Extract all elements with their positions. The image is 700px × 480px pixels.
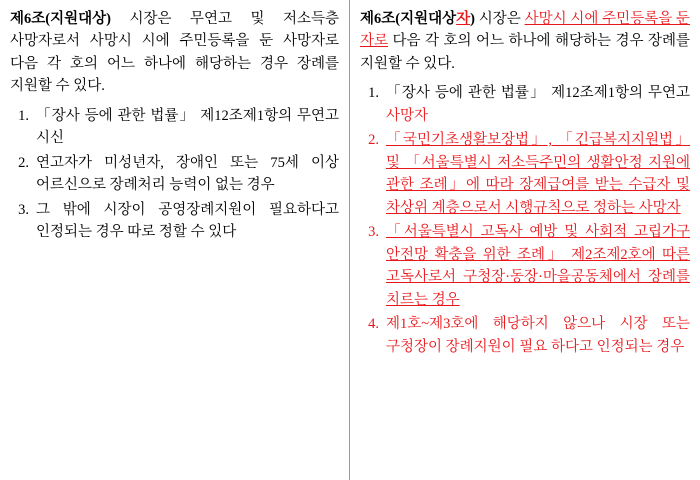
left-item-list xyxy=(10,105,339,244)
left-article-paragraph xyxy=(10,8,339,98)
list-item xyxy=(360,82,690,127)
right-article-label-insert: 자 xyxy=(456,11,471,27)
list-item-text: 「장사 등에 관한 법률」 제12조제1항의 무연고 시신 xyxy=(36,107,339,147)
list-item-text: 「서울특별시 고독사 예방 및 사회적 고립가구 안전망 확충을 위한 조례」 제2조제2호에 따른 고독사로서 구청장·동장·마을공동체에서 장례를 치르는 경우 xyxy=(386,224,690,308)
list-item-text: 그 밖에 시장이 공영장례지원이 필요하다고 인정되는 경우 따로 정할 수 있다 xyxy=(36,201,339,241)
list-item-number: 4. xyxy=(368,316,379,333)
list-item xyxy=(360,221,690,311)
list-item-text: 연고자가 미성년자, 장애인 또는 75세 이상 어르신으로 장례처리 능력이 없는 경우 xyxy=(36,154,339,194)
right-article-body-insert: 사망시 시에 주민등록을 둔 자로 xyxy=(360,11,690,50)
right-item-list xyxy=(360,82,690,358)
list-item-number: 3. xyxy=(368,224,379,241)
list-item xyxy=(10,152,339,197)
list-item xyxy=(360,313,690,358)
right-article-label: 제6조(지원대상 xyxy=(360,11,457,27)
list-item-segment: 「장사 등에 관한 법률」 제12조제1항의 무연고 xyxy=(386,85,690,102)
list-item-number: 3. xyxy=(18,201,29,218)
list-item-text xyxy=(386,82,690,127)
list-item xyxy=(10,199,339,244)
list-item xyxy=(360,129,690,219)
list-item xyxy=(10,105,339,150)
right-article-body-1: 시장은 xyxy=(474,11,525,27)
right-article-label-close: ) xyxy=(470,11,475,27)
list-item-number: 1. xyxy=(18,107,29,124)
revised-text-column xyxy=(350,0,700,480)
list-item-number: 2. xyxy=(368,132,379,149)
list-item-segment-revised: 사망자 xyxy=(386,107,429,124)
left-article-body: 시장은 무연고 및 저소득층 사망자로서 사망시 시에 주민등록을 둔 사망자로 다음 각 호의 어느 하나에 해당하는 경우 장례를 지원할 수 있다. xyxy=(10,11,339,95)
list-item-text: 제1호~제3호에 해당하지 않으나 시장 또는 구청장이 장례지원이 필요 하다고 인정되는 경우 xyxy=(386,316,690,355)
list-item-number: 2. xyxy=(18,154,29,171)
list-item-number: 1. xyxy=(368,85,379,102)
right-article-paragraph xyxy=(360,8,690,75)
right-article-body-2: 다음 각 호의 어느 하나에 해당하는 경우 장례를 지원할 수 있다. xyxy=(360,33,690,72)
left-article-label: 제6조(지원대상) xyxy=(10,11,111,27)
list-item-text: 「국민기초생활보장법」, 「긴급복지지원법」 및 「서울특별시 저소득주민의 생활안정 지원에 관한 조례」에 따라 장제급여를 받는 수급자 및 차상위 계층으로서 시행규칙으로 정하는 사망자 xyxy=(386,132,690,216)
